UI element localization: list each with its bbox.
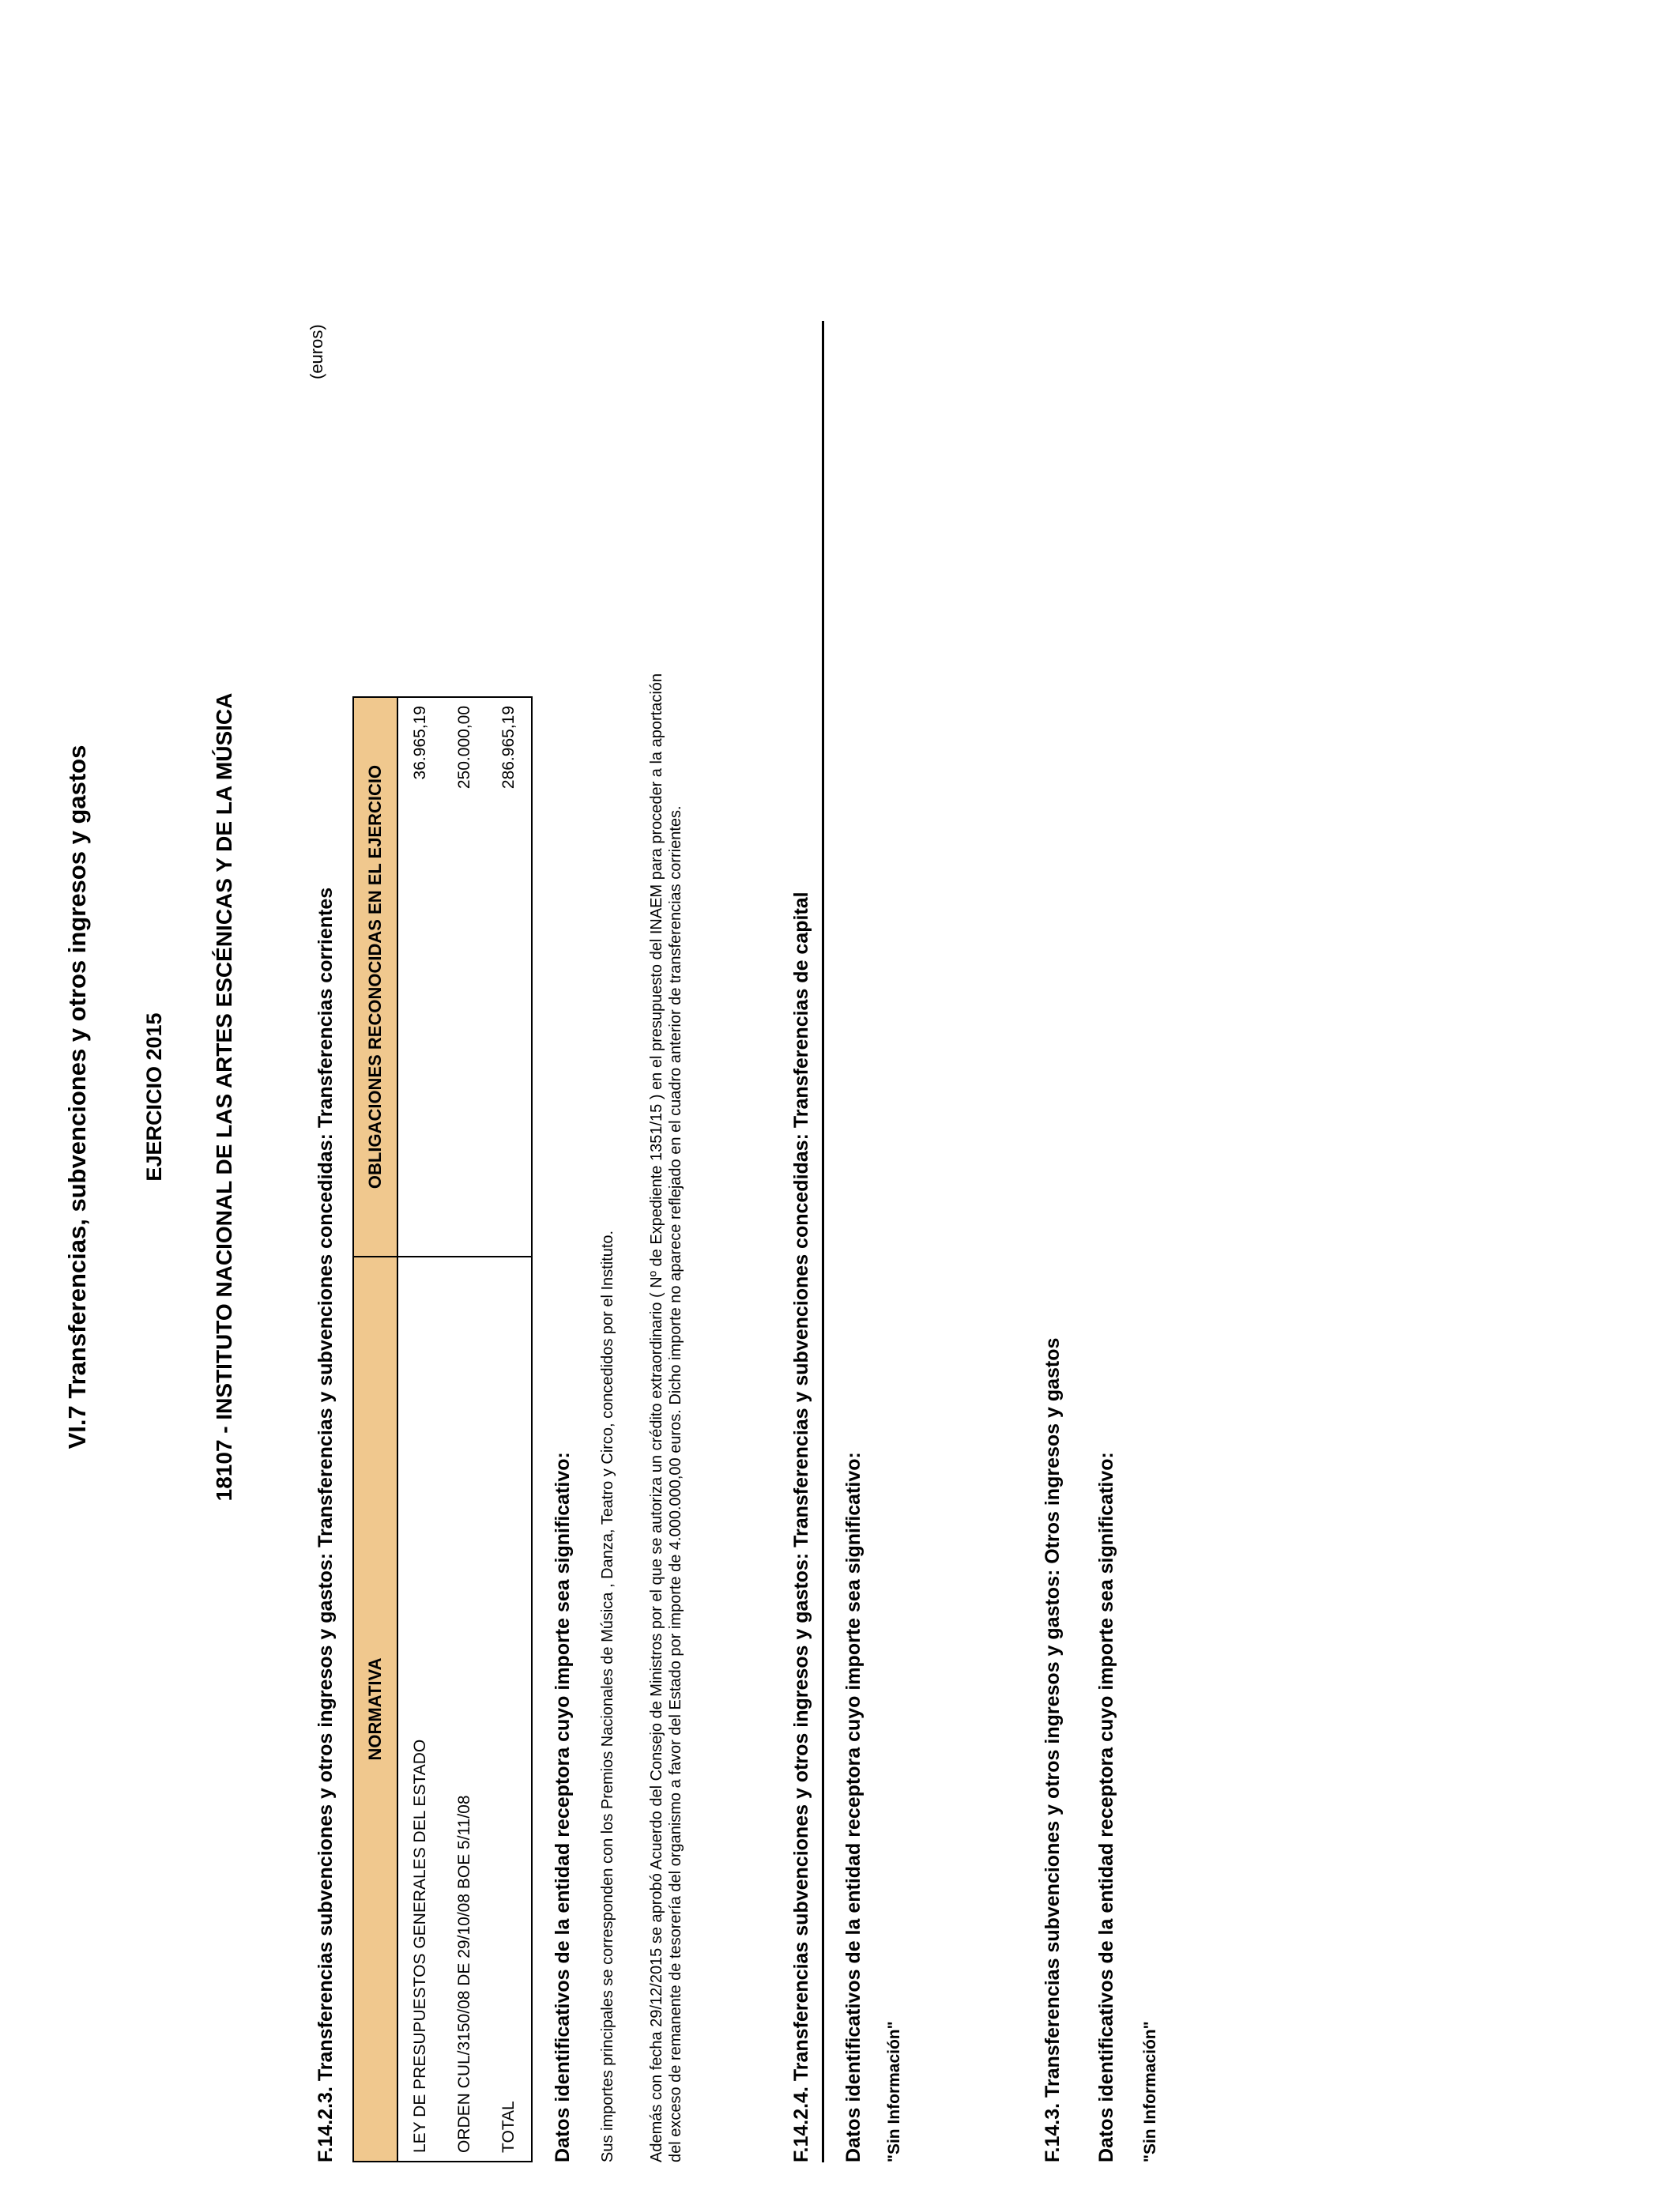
- row-normativa: ORDEN CUL/3150/08 DE 29/10/08 BOE 5/11/08: [443, 1257, 487, 2162]
- row-amount: 286.965,19: [487, 697, 532, 1257]
- additional-note-line-2: del exceso de remanente de tesorería del organismo a favor del Estado por importe de 4.000.000,00 euros. Dicho importe no aparece reflejado en el cuadro anterior de transferencias corrientes.: [667, 805, 684, 2162]
- no-information-text: "Sin Información": [1141, 2021, 1159, 2162]
- recipient-data-title: Datos identificativos de la entidad receptora cuyo importe sea significativo:: [1095, 1452, 1117, 2162]
- row-amount: 250.000,00: [443, 697, 487, 1257]
- page-title: VI.7 Transferencias, subvenciones y otros ingresos y gastos: [63, 745, 91, 1449]
- row-normativa: LEY DE PRESUPUESTOS GENERALES DEL ESTADO: [397, 1257, 443, 2162]
- recipient-data-title: Datos identificativos de la entidad receptora cuyo importe sea significativo:: [552, 1452, 574, 2162]
- no-information-text: "Sin Información": [885, 2021, 903, 2162]
- exercise-year: EJERCICIO 2015: [142, 1012, 166, 1182]
- section-current-transfers-title: F.14.2.3. Transferencias subvenciones y otros ingresos y gastos: Transferencias y subvenciones concedidas: Transferencias corrientes: [315, 887, 337, 2162]
- recipient-data-title: Datos identificativos de la entidad receptora cuyo importe sea significativo:: [842, 1452, 864, 2162]
- units-label: (euros): [307, 324, 326, 379]
- table-row: [397, 697, 443, 2162]
- header-normativa: NORMATIVA: [353, 1257, 397, 2162]
- current-transfers-table: [352, 696, 533, 2162]
- row-normativa: TOTAL: [487, 1257, 532, 2162]
- additional-note-line-1: Además con fecha 29/12/2015 se aprobó Acuerdo del Consejo de Ministros por el que se autoriza un crédito extraordinario ( Nº de Expediente 1351/15 ) en el presupuesto del INAEM para proceder a la aportación: [648, 673, 665, 2162]
- row-amount: 36.965,19: [397, 697, 443, 1257]
- table-row-total: [487, 697, 532, 2162]
- recipient-data-text: Sus importes principales se corresponden con los Premios Nacionales de Música , Danza, Teatro y Circo, concedidos por el Instituto.: [599, 1230, 616, 2162]
- section-capital-transfers-title: F.14.2.4. Transferencias subvenciones y otros ingresos y gastos: Transferencias y subvenciones concedidas: Transferencias de capital: [790, 892, 812, 2162]
- header-obligaciones: OBLIGACIONES RECONOCIDAS EN EL EJERCICIO: [353, 697, 397, 1257]
- table-row: [443, 697, 487, 2162]
- section-other-income-title: F.14.3. Transferencias subvenciones y otros ingresos y gastos: Otros ingresos y gastos: [1042, 1337, 1064, 2162]
- table-header-row: [353, 697, 397, 2162]
- section-divider: [822, 321, 824, 2162]
- entity-name: 18107 - INSTITUTO NACIONAL DE LAS ARTES ESCÉNICAS Y DE LA MÚSICA: [212, 692, 236, 1502]
